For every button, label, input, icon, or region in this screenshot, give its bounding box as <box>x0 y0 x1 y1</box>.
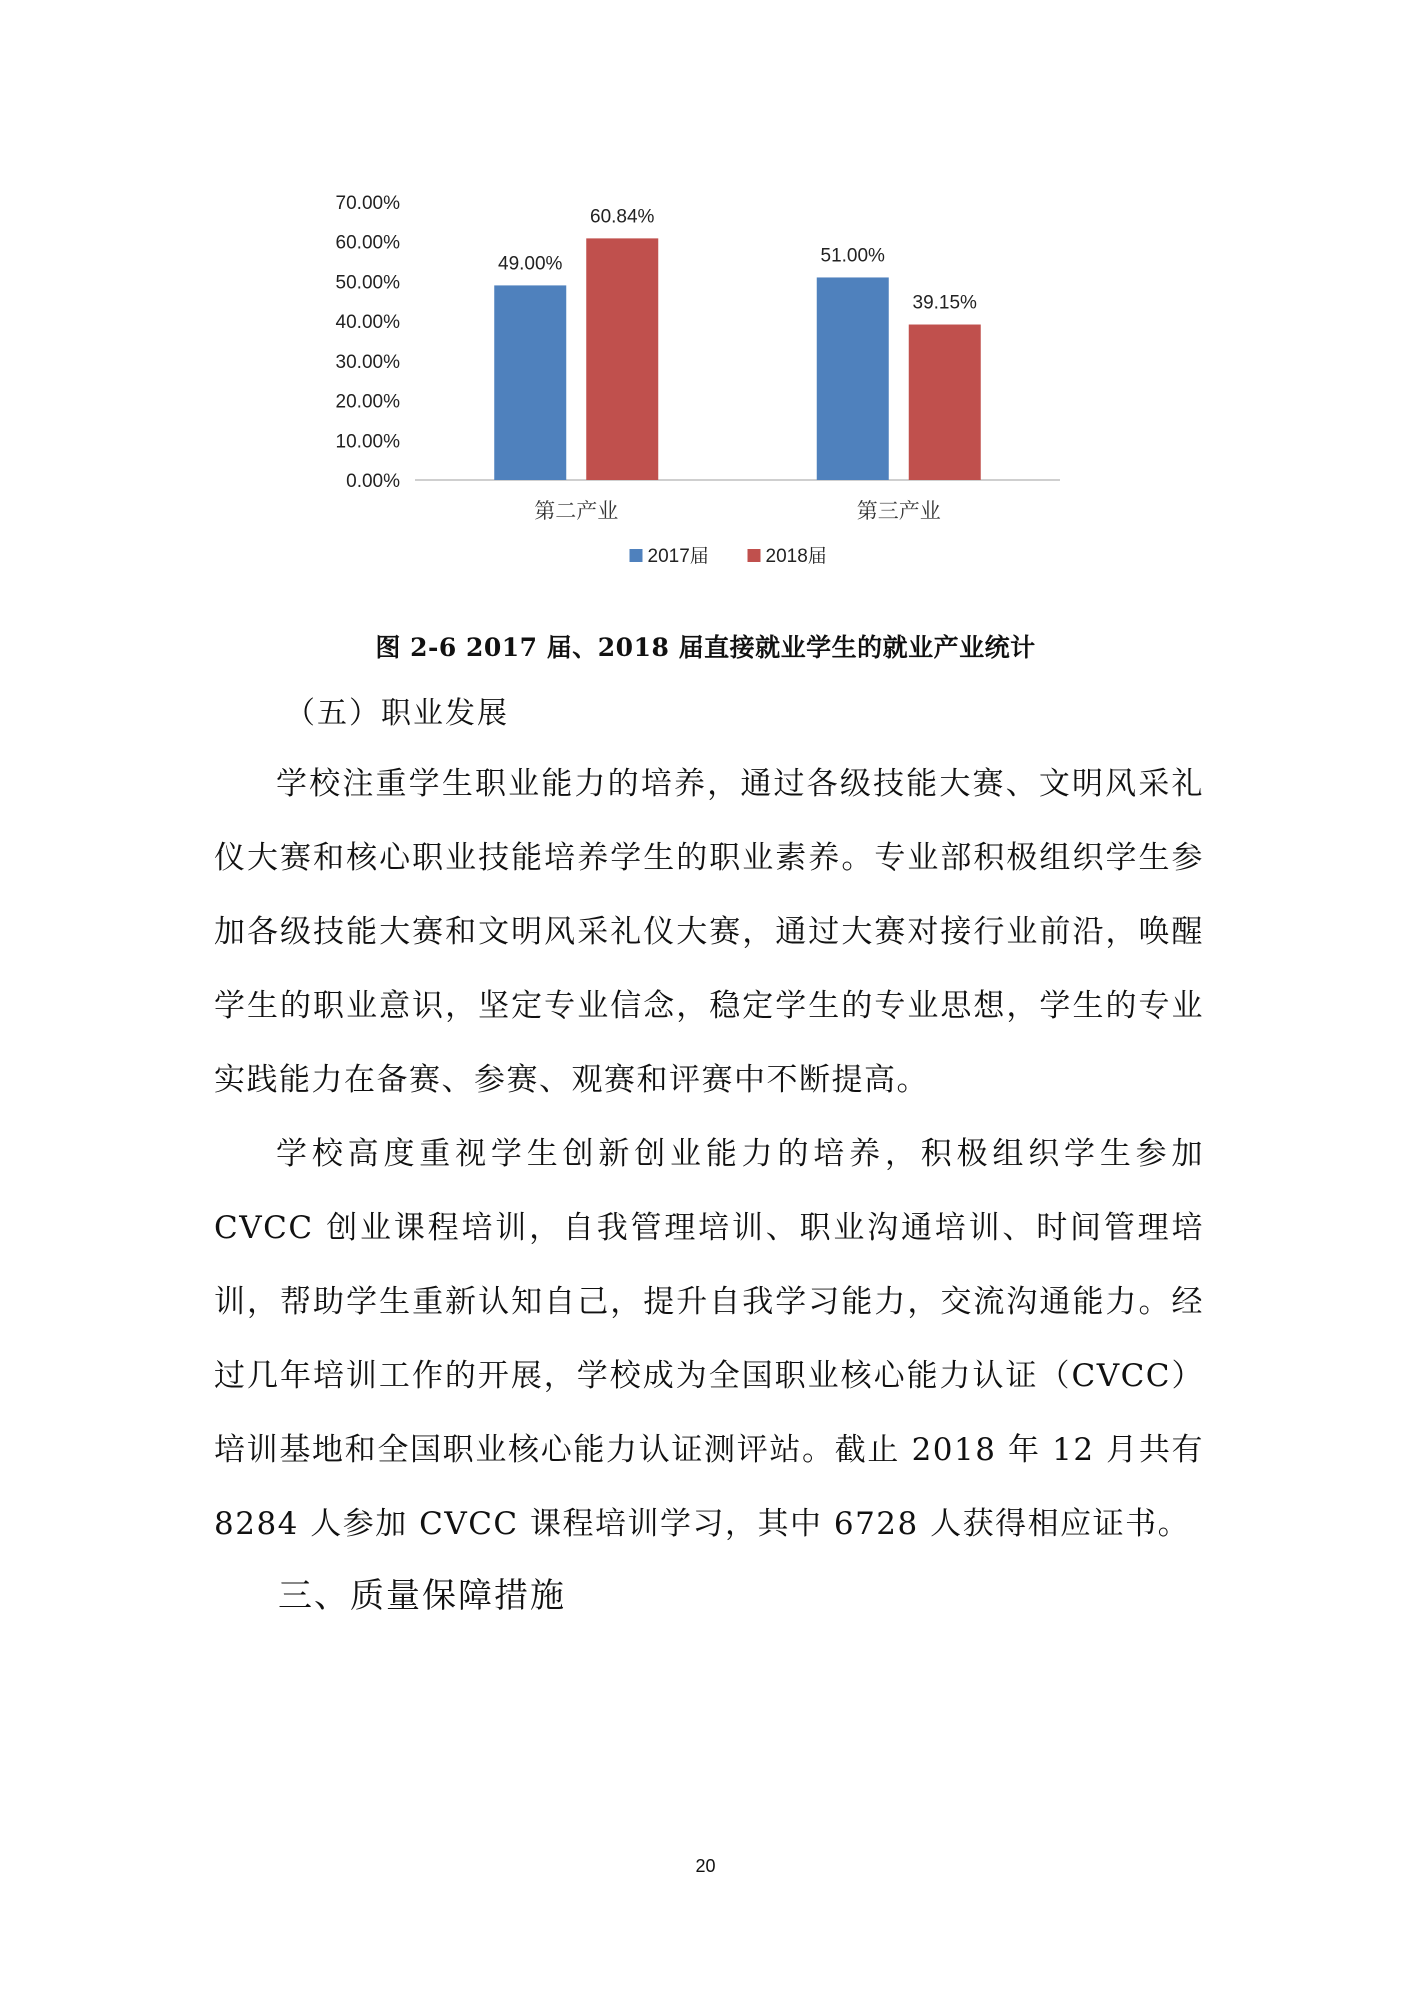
legend-swatch <box>748 549 761 562</box>
category-label: 第二产业 <box>534 500 619 523</box>
bar-2-2 <box>909 325 981 480</box>
y-tick-label: 0.00% <box>346 471 400 492</box>
data-label: 49.00% <box>498 253 563 275</box>
industry-bar-chart <box>300 180 1100 600</box>
bar-2-1 <box>586 238 658 480</box>
figure-caption: 图 2-6 2017 届、2018 届直接就业学生的就业产业统计 <box>375 633 1036 662</box>
y-tick-label: 20.00% <box>335 391 400 413</box>
bar-1-1 <box>494 285 566 480</box>
y-tick-label: 70.00% <box>335 193 400 214</box>
subsection-heading: （五）职业发展 <box>285 696 509 731</box>
y-tick-label: 40.00% <box>335 312 400 334</box>
data-label: 60.84% <box>590 206 655 228</box>
y-tick-label: 10.00% <box>335 431 400 453</box>
page-number: 20 <box>695 1856 716 1876</box>
legend-label: 2017届 <box>647 546 709 567</box>
y-tick-label: 60.00% <box>335 232 400 254</box>
section-heading: 三、质量保障措施 <box>278 1576 566 1616</box>
data-label: 51.00% <box>820 245 885 267</box>
y-tick-label: 30.00% <box>335 351 400 373</box>
legend-swatch <box>630 549 643 562</box>
legend-label: 2018届 <box>765 546 827 567</box>
paragraph-career-skills: 学校注重学生职业能力的培养，通过各级技能大赛、文明风采礼仪大赛和核心职业技能培养学生的职业素养。专业部积极组织学生参加各级技能大赛和文明风采礼仪大赛，通过大赛对接行业前沿，唤醒学生的职业意识，坚定专业信念，稳定学生的专业思想，学生的专业实践能力在备赛、参赛、观赛和评赛中不断提高。 <box>214 766 1204 1098</box>
bar-1-2 <box>817 277 889 480</box>
data-label: 39.15% <box>912 292 977 314</box>
category-label: 第三产业 <box>856 500 941 523</box>
paragraph-innovation-training: 学校高度重视学生创新创业能力的培养，积极组织学生参加 CVCC 创业课程培训，自我管理培训、职业沟通培训、时间管理培训，帮助学生重新认知自己，提升自我学习能力，交流沟通能力。经过几年培训工作的开展，学校成为全国职业核心能力认证（CVCC）培训基地和全国职业核心能力认证测评站。截止 2018 年 12 月共有 8284 人参加 CVCC 课程培训学习，其中 6728 人获得相应证书。 <box>214 1136 1204 1542</box>
y-tick-label: 50.00% <box>335 272 400 294</box>
